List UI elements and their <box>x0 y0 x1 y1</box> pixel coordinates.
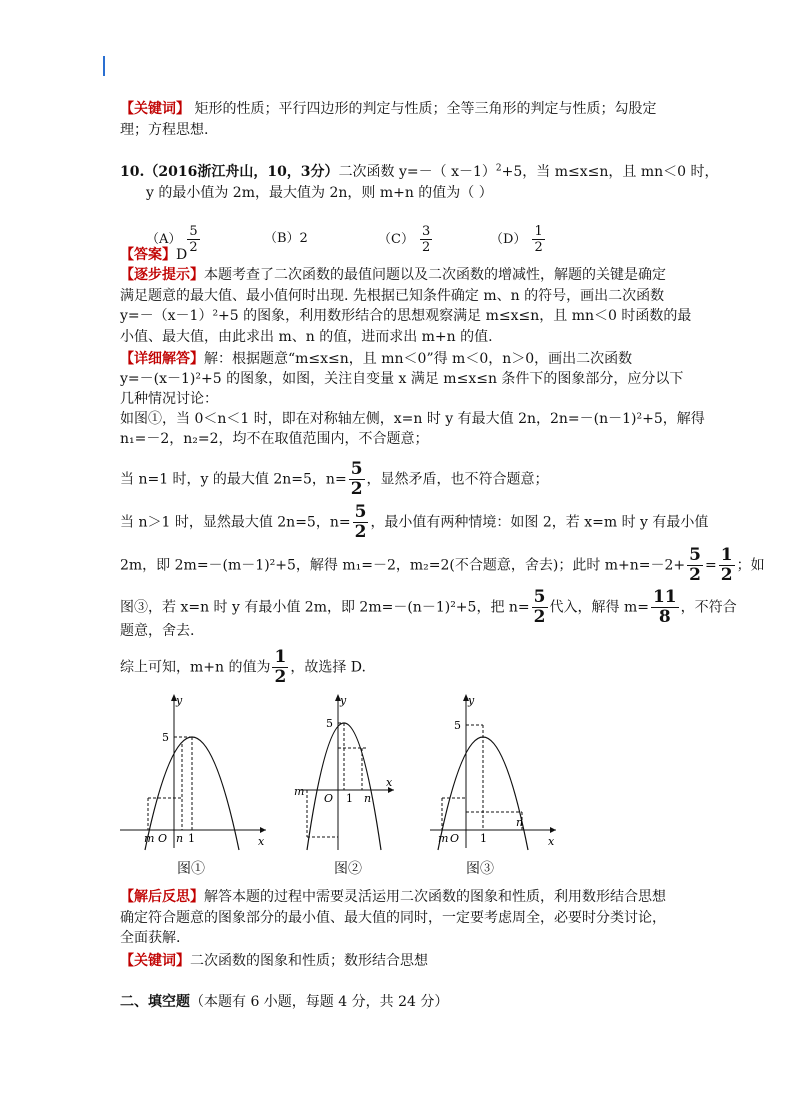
detail-line-2: y=－(x－1)²+5 的图象，如图，关注自变量 x 满足 m≤x≤n 条件下的图象部分，应分以下 <box>120 371 684 387</box>
figure-1-graph <box>118 690 270 852</box>
detail-line-6: 当 n=1 时，y 的最大值 2n=5，n= $\frac{5}{2}$ ，显然矛盾，也不符合题意； <box>120 459 549 499</box>
x-axis-arrow <box>550 827 556 833</box>
hint-line-1: 【逐步提示】本题考查了二次函数的最值问题以及二次函数的增减性，解题的关键是确定 <box>120 267 666 283</box>
reflect-line-2: 确定符合题意的图象部分的最小值、最大值的同时，一定要考虑周全，必要时分类讨论， <box>120 910 666 926</box>
detail-line-5: n₁=－2，n₂=2，均不在取值范围内，不合题意； <box>120 431 429 447</box>
label-origin: O <box>450 832 460 845</box>
figure-1-caption: 图① <box>177 861 205 877</box>
label-one: 1 <box>480 832 487 845</box>
label-x: x <box>258 835 265 848</box>
detail-line-11: 综上可知，m+n 的值为 $\frac{1}{2}$ ，故选择 D. <box>120 647 366 687</box>
label-one: 1 <box>188 832 195 845</box>
question-line-1: 10.（2016浙江舟山，10，3分）二次函数 y=－（ x－1）$^2$+5，当 m≤x≤n，且 mn＜0 时， <box>120 163 719 180</box>
label-y: y <box>468 694 475 707</box>
label-n: n <box>364 792 372 805</box>
label-five: 5 <box>162 731 169 744</box>
label-m: m <box>294 785 305 798</box>
hint-line-4: 小值、最大值，由此求出 m、n 的值，进而求出 m+n 的值. <box>120 329 493 345</box>
label-x: x <box>548 835 555 848</box>
x-axis-arrow <box>260 827 266 833</box>
label-n: n <box>176 832 184 845</box>
reflect-line-1: 【解后反思】解答本题的过程中需要灵活运用二次函数的图象和性质，利用数形结合思想 <box>120 889 666 905</box>
label-one: 1 <box>346 792 353 805</box>
label-five: 5 <box>326 717 333 730</box>
detail-line-8: 2m，即 2m=－(m－1)²+5，解得 m₁=－2，m₂=2(不合题意，舍去)；此时 m+n=－2+ $\frac{5}{2}$ = $\frac{1}{2}$ ；如 <box>120 545 765 585</box>
hint-line-2: 满足题意的最大值、最小值何时出现. 先根据已知条件确定 m、n 的符号，画出二次函数 <box>120 288 665 304</box>
option-d: （D） $\frac{1}{2}$ <box>490 224 543 255</box>
label-x: x <box>386 776 393 789</box>
option-a: （A） $\frac{5}{2}$ <box>146 224 198 255</box>
text-cursor <box>103 56 105 76</box>
detail-line-1: 【详细解答】解：根据题意“m≤x≤n，且 mn＜0”得 m＜0，n＞0，画出二次函数 <box>120 351 633 367</box>
label-y: y <box>176 694 183 707</box>
hint-line-3: y=－（x－1）²+5 的图象，利用数形结合的思想观察满足 m≤x≤n，且 mn＜0 时函数的最 <box>120 308 692 324</box>
label-five: 5 <box>454 719 461 732</box>
label-m: m <box>438 832 449 845</box>
detail-line-7: 当 n＞1 时，显然最大值 2n=5，n= $\frac{5}{2}$ ，最小值有两种情境：如图 2，若 x=m 时 y 有最小值 <box>120 502 709 542</box>
answer-line: 【答案】D <box>120 247 188 263</box>
parabola <box>307 723 381 850</box>
option-c: （C） $\frac{3}{2}$ <box>378 224 431 255</box>
detail-line-4: 如图①，当 0＜n＜1 时，即在对称轴左侧，x=n 时 y 有最大值 2n，2n=－(n－1)²+5，解得 <box>120 411 705 427</box>
question-line-2: y 的最小值为 2m，最大值为 2n，则 m+n 的值为（ ） <box>146 185 493 201</box>
figure-2-graph <box>290 690 410 852</box>
figure-2-caption: 图② <box>334 861 362 877</box>
label-y: y <box>340 694 347 707</box>
label-origin: O <box>324 792 334 805</box>
figure-3-graph <box>428 690 560 852</box>
label-n: n <box>516 816 524 829</box>
detail-line-10: 题意，舍去. <box>120 623 195 639</box>
option-b: （B）2 <box>264 231 308 246</box>
section-heading: 二、填空题（本题有 6 小题，每题 4 分，共 24 分） <box>120 994 449 1010</box>
keyword-line-1b: 理；方程思想. <box>120 122 209 138</box>
figure-3-caption: 图③ <box>466 861 494 877</box>
label-origin: O <box>158 832 168 845</box>
reflect-line-3: 全面获解. <box>120 930 181 946</box>
label-m: m <box>144 832 155 845</box>
detail-line-3: 几种情况讨论： <box>120 391 218 407</box>
keyword-line-2: 【关键词】二次函数的图象和性质；数形结合思想 <box>120 953 428 969</box>
detail-line-9: 图③，若 x=n 时 y 有最小值 2m，即 2m=－(n－1)²+5，把 n= $\frac{5}{2}$ 代入，解得 m= $\frac{11}{8}$ ，不符合 <box>120 587 737 627</box>
keyword-line-1: 【关键词】 矩形的性质；平行四边形的判定与性质；全等三角形的判定与性质；勾股定 <box>120 101 657 117</box>
